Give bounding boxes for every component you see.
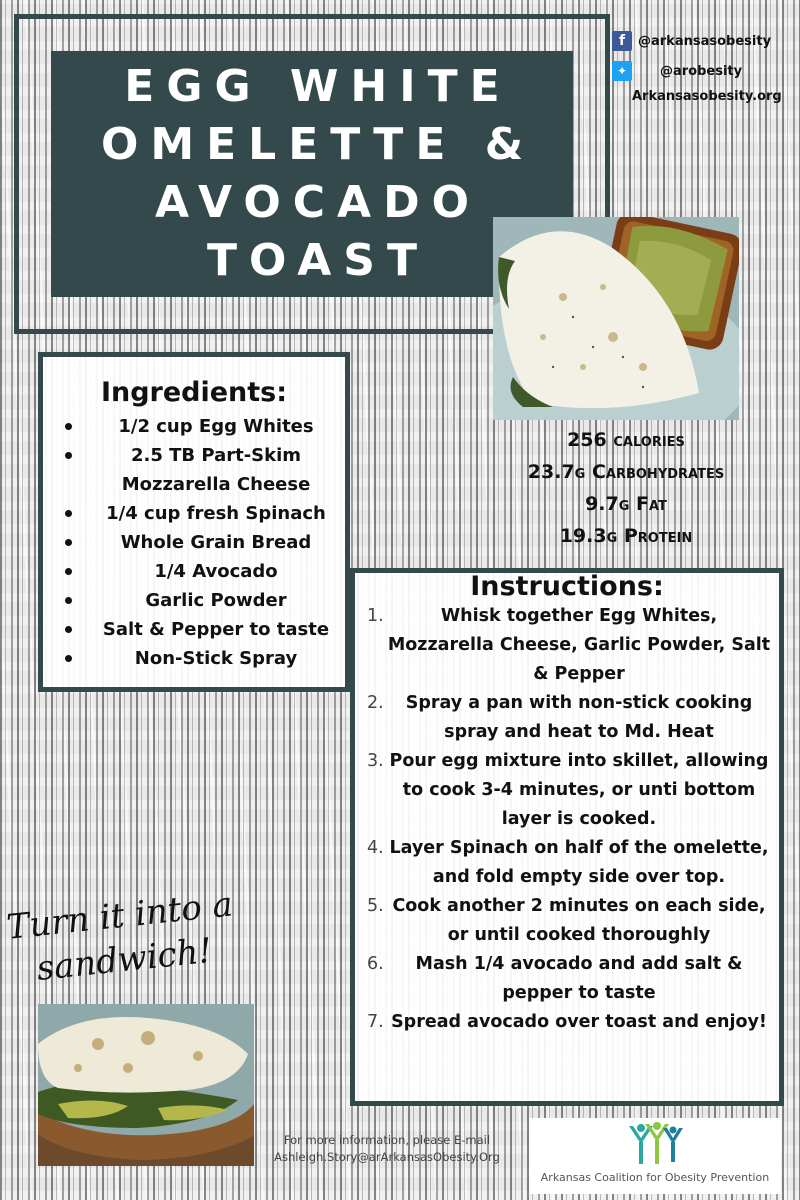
protein-value: 19.3g Protein (559, 525, 693, 547)
ingredient-item: 1/2 cup Egg Whites (43, 412, 345, 441)
fat-value: 9.7g Fat (585, 493, 667, 515)
step-number: 5. (367, 896, 384, 916)
instruction-step (355, 1008, 779, 1037)
step-number: 4. (367, 838, 384, 858)
website-row[interactable] (612, 86, 796, 106)
ingredient-item: Salt & Pepper to taste (43, 615, 345, 644)
facebook-row[interactable] (612, 26, 796, 56)
ingredients-heading: Ingredients: (100, 377, 288, 408)
step-number: 3. (367, 751, 384, 771)
coalition-logo (529, 1118, 781, 1194)
instruction-step (355, 834, 779, 892)
calories-value: 256 calories (567, 429, 685, 451)
ingredient-item: 1/4 cup fresh Spinach (43, 499, 345, 528)
ingredient-item: Whole Grain Bread (43, 528, 345, 557)
sandwich-caption: Turn it into a sandwich! (4, 884, 235, 989)
step-text: Spread avocado over toast and enjoy! (391, 1012, 767, 1032)
step-number: 2. (367, 693, 384, 713)
twitter-icon: ✦ (612, 61, 632, 81)
instructions-list (355, 602, 779, 1037)
instruction-step (355, 747, 779, 834)
ingredients-list (43, 412, 345, 673)
sandwich-photo (38, 1004, 254, 1166)
step-text: Whisk together Egg Whites, Mozzarella Cheese, Garlic Powder, Salt & Pepper (387, 606, 771, 684)
twitter-handle[interactable]: @arobesity (660, 63, 743, 79)
logo-figures-icon (529, 1118, 781, 1170)
social-links (612, 26, 796, 106)
step-number: 1. (367, 606, 384, 626)
step-text: Layer Spinach on half of the omelette, and fold empty side over top. (389, 838, 769, 887)
instructions-panel (350, 568, 784, 1106)
step-number: 6. (367, 954, 384, 974)
contact-info (262, 1132, 512, 1166)
contact-email[interactable]: Ashleigh.Story@arArkansasObesity.Org (274, 1150, 500, 1164)
instruction-step (355, 602, 779, 689)
step-text: Mash 1/4 avocado and add salt & pepper to taste (415, 954, 743, 1003)
ingredient-item: 2.5 TB Part-Skim Mozzarella Cheese (43, 441, 345, 499)
ingredients-panel (38, 352, 350, 692)
step-text: Pour egg mixture into skillet, allowing to cook 3-4 minutes, or unti bottom layer is cooked. (389, 751, 769, 829)
step-text: Spray a pan with non-stick cooking spray and heat to Md. Heat (405, 693, 753, 742)
instruction-step (355, 892, 779, 950)
logo-name: Arkansas Coalition for Obesity Prevention (540, 1171, 770, 1184)
step-text: Cook another 2 minutes on each side, or until cooked thoroughly (392, 896, 766, 945)
contact-line: For more information, please E-mail (283, 1133, 491, 1147)
ingredient-item: Non-Stick Spray (43, 644, 345, 673)
step-number: 7. (367, 1012, 384, 1032)
instruction-step (355, 950, 779, 1008)
ingredient-item: Garlic Powder (43, 586, 345, 615)
facebook-icon: f (612, 31, 632, 51)
carbs-value: 23.7g Carbohydrates (527, 461, 725, 483)
twitter-row[interactable] (612, 56, 796, 86)
nutrition-facts (495, 424, 757, 552)
recipe-title: EGG WHITE OMELETTE & AVOCADO TOAST (100, 61, 536, 286)
omelette-toast-photo (493, 217, 739, 420)
facebook-handle[interactable]: @arkansasobesity (638, 33, 772, 49)
ingredient-item: 1/4 Avocado (43, 557, 345, 586)
website-link[interactable]: Arkansasobesity.org (632, 88, 782, 104)
instruction-step (355, 689, 779, 747)
instructions-heading: Instructions: (470, 571, 664, 602)
